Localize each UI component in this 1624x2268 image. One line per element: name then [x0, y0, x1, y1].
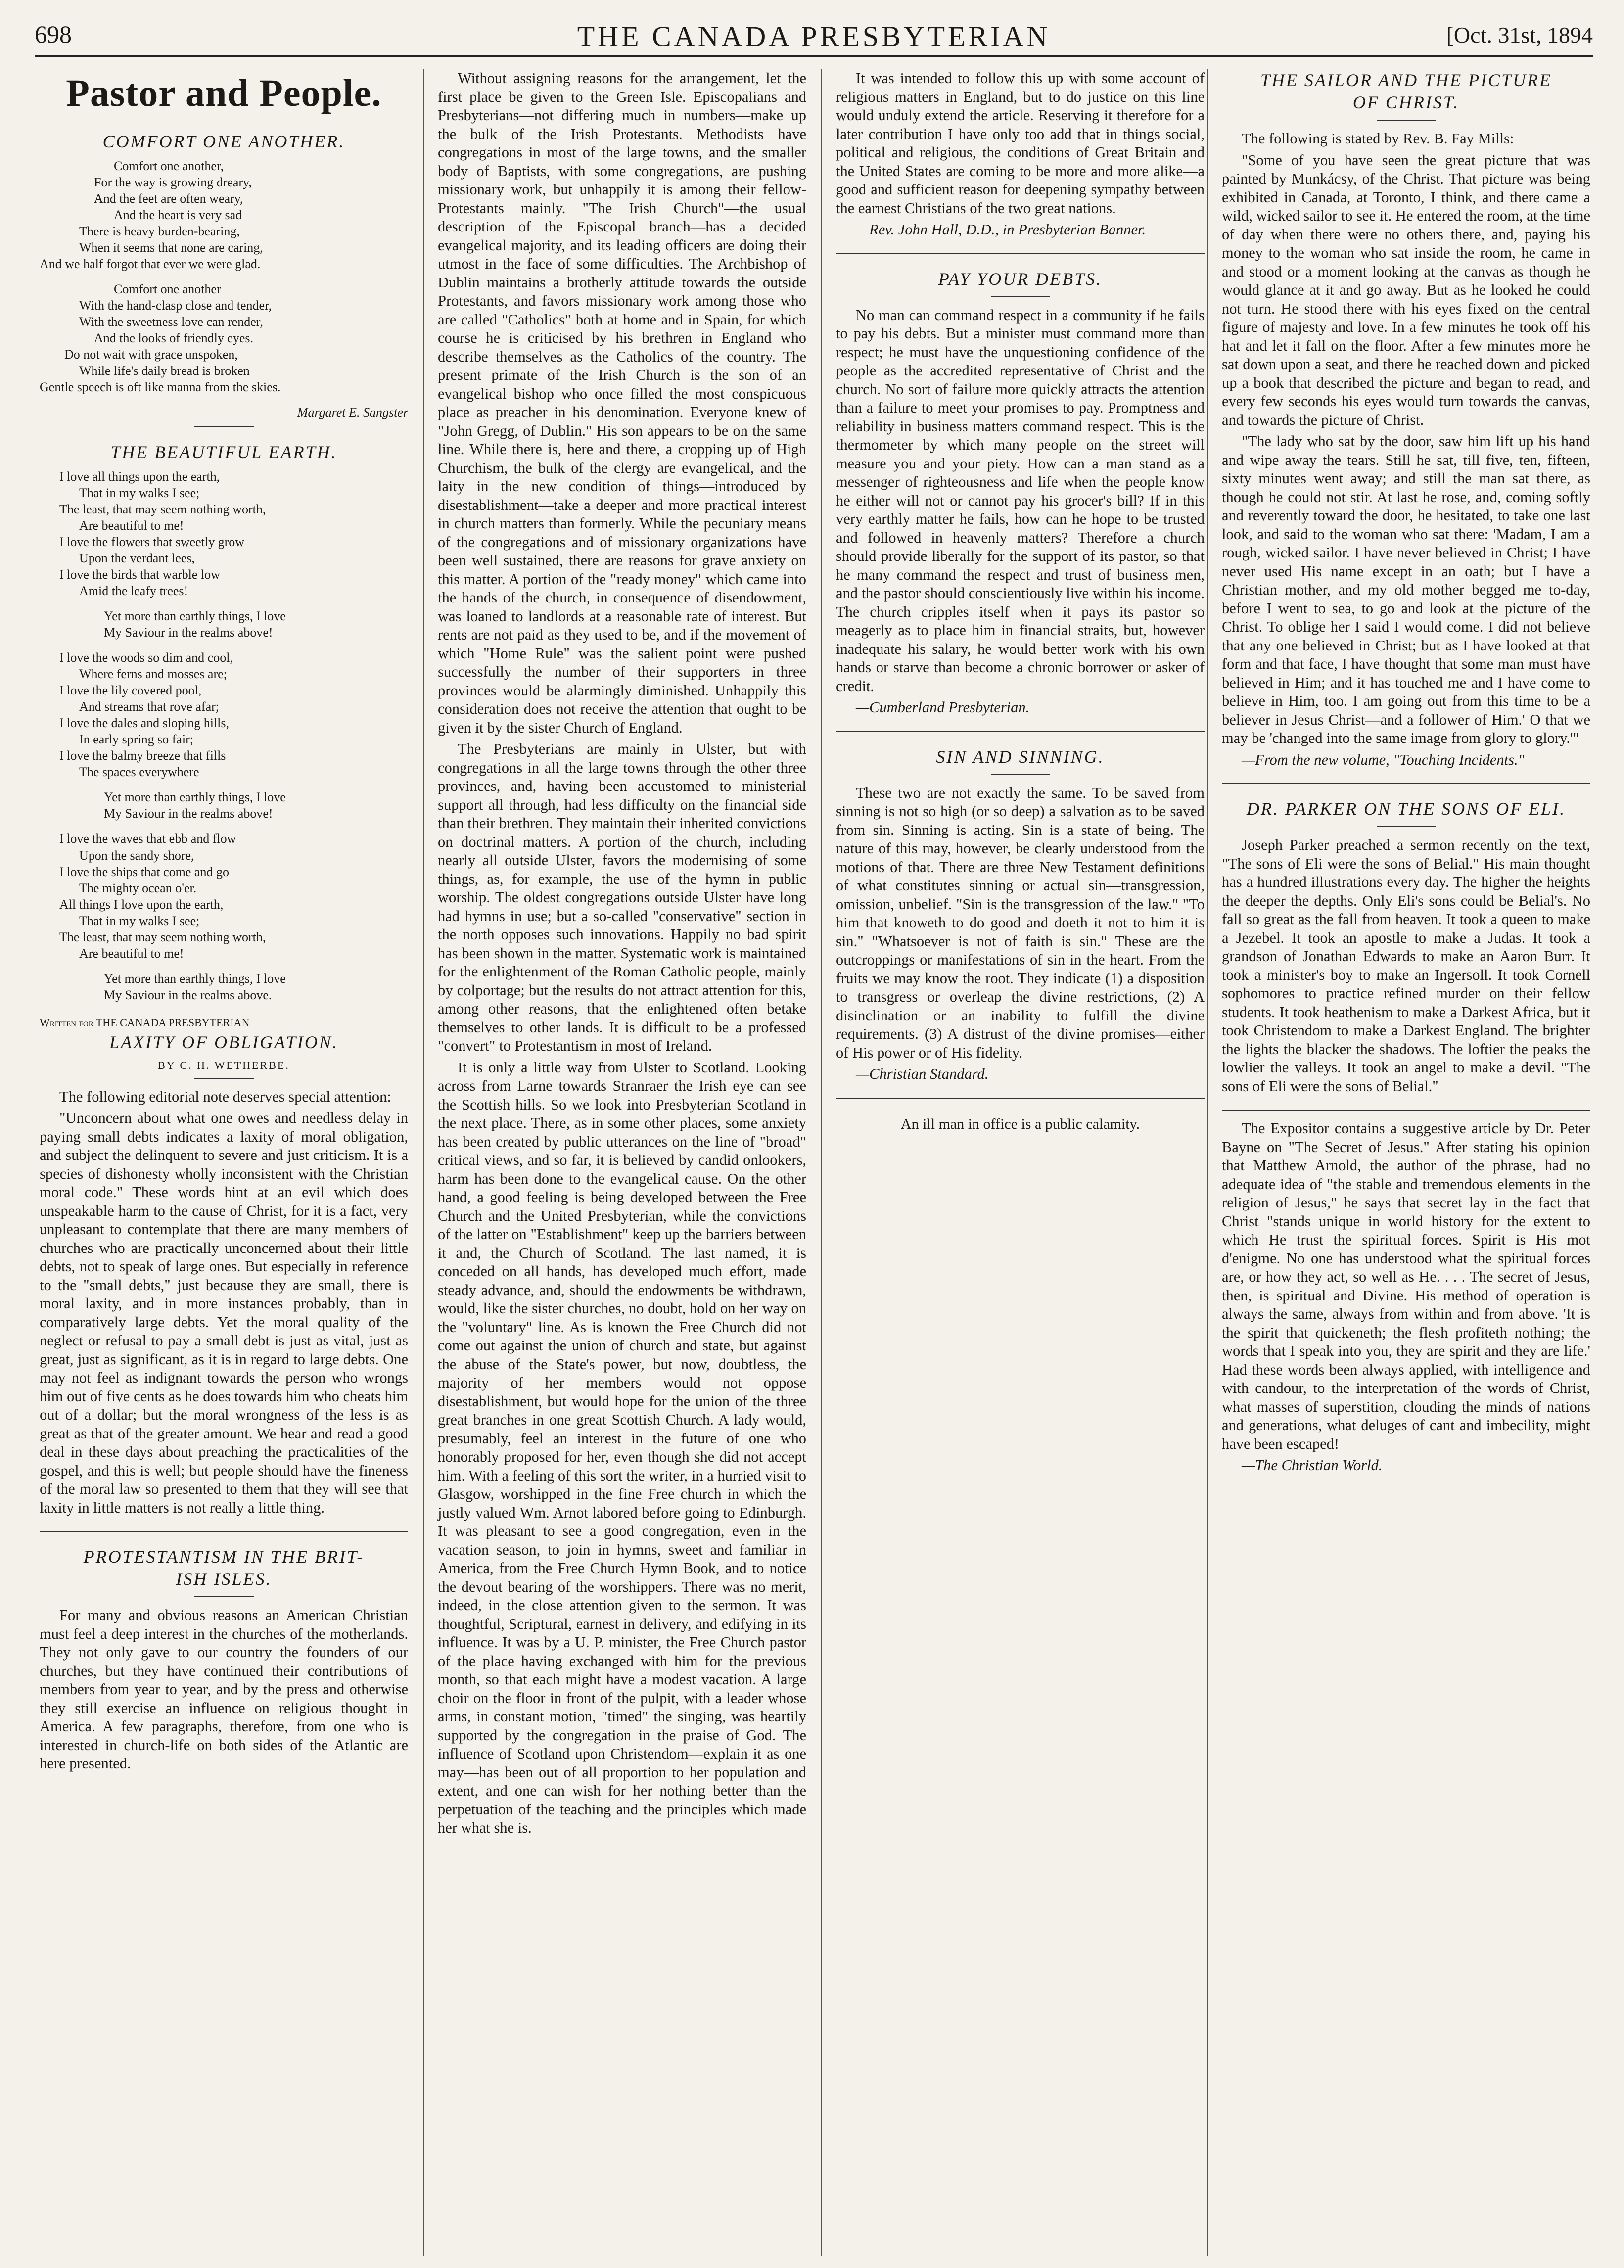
poem-line: All things I love upon the earth,: [59, 897, 224, 912]
column-divider: [423, 69, 424, 2256]
article-title-sailor: THE SAILOR AND THE PICTURE: [1260, 70, 1552, 90]
divider: [836, 731, 1205, 732]
poem-line: The mighty ocean o'er.: [79, 880, 197, 895]
poem-line: Amid the leafy trees!: [79, 584, 188, 599]
poem-line: For the way is growing dreary,: [94, 175, 252, 189]
poem-line: With the hand-clasp close and tender,: [79, 298, 272, 313]
poem-refrain: Yet more than earthly things, I love: [104, 971, 286, 986]
poem-refrain: Yet more than earthly things, I love: [104, 609, 286, 624]
poem-line: With the sweetness love can render,: [79, 315, 263, 329]
divider: [194, 1596, 254, 1597]
poem-line: I love the birds that warble low: [59, 567, 220, 582]
column-2: [438, 69, 806, 1841]
poem-refrain: My Saviour in the realms above.: [104, 987, 272, 1002]
column-divider: [821, 69, 822, 2256]
article-credit: —From the new volume, "Touching Incidents.": [1242, 751, 1525, 768]
divider: [836, 1098, 1205, 1099]
poem-line: Where ferns and mosses are;: [79, 667, 227, 682]
poem-line: When it seems that none are caring,: [79, 240, 263, 255]
column-1: [40, 69, 408, 1776]
article-title-sailor-cont: OF CHRIST.: [1352, 93, 1460, 112]
masthead-rule: [35, 55, 1593, 57]
article-paragraph: "Some of you have seen the great picture that was painted by Munkácsy, of the Christ. That picture was being exhibited in Canada, at Toronto, I think, and there came a wild, wicked sailor to see it. He entered the room, at the time of day when there were no others there, and, paying his money to the woman who sat inside the room, he came in and stood or a moment looking at the canvas as though he would glance at it and go away. But as he looked he could not turn. He stood there with his eyes fixed on the central figure of majesty and love. In a few minutes he took off his hat and let it fall on the floor. After a few minutes more he sat down upon a seat, and there he reached down and picked up a book that described the picture and began to read, and every few seconds his eyes would turn towards the canvas, and towards the picture of Christ.: [1222, 151, 1590, 428]
poem-comfort-one-another: [40, 158, 408, 420]
divider: [194, 1078, 254, 1079]
poem-line: Gentle speech is oft like manna from the skies.: [40, 380, 281, 395]
closing-maxim: An ill man in office is a public calamity.: [900, 1115, 1140, 1132]
article-byline: BY C. H. WETHERBE.: [158, 1059, 290, 1071]
article-title-pay-debts: PAY YOUR DEBTS.: [938, 269, 1103, 289]
article-paragraph: No man can command respect in a community if he fails to pay his debts. But a minister must command more than respect; he must have the unquestioning confidence of the people as the accredited representative of Christ and the church. No sort of failure more quickly attracts the attention than a failure to meet your promises to pay. Promptness and reliability in business matters command respect. This is the thermometer by which many people on the street will measure you and your piety. How can a man stand as a messenger of righteousness and life when the people know he either will not or cannot pay his grocer's bill? If in this very earthly matter he fails, how can he hope to be trusted and followed in heavenly matters? Therefore a church should provide liberally for the support of its pastor, so that he many command the respect and trust of business men, and the pastor should conscientiously live within his income. The church cripples itself when it pays its pastor so meagerly as to place him in financial straits, but, however inadequate his salary, he would better work with his own hands or starve than become a chronic borrower or asker of credit.: [836, 306, 1205, 694]
poem-line: That in my walks I see;: [79, 486, 200, 501]
poem-line: And the feet are often weary,: [94, 191, 243, 206]
divider: [1222, 1110, 1590, 1111]
divider: [1377, 826, 1436, 827]
poem-line: Are beautiful to me!: [79, 946, 184, 961]
poem-line: The spaces everywhere: [79, 765, 199, 780]
article-credit: —Rev. John Hall, D.D., in Presbyterian Banner.: [856, 221, 1146, 238]
poem-refrain: My Saviour in the realms above!: [104, 625, 273, 640]
poem-line: And we half forgot that ever we were glad.: [40, 257, 261, 272]
divider: [1222, 783, 1590, 784]
poem-line: I love the lily covered pool,: [59, 683, 202, 698]
article-paragraph: The following editorial note deserves special attention:: [59, 1088, 391, 1105]
column-divider: [1207, 69, 1208, 2256]
divider: [194, 426, 254, 427]
poem-refrain: Yet more than earthly things, I love: [104, 790, 286, 805]
divider: [1377, 120, 1436, 121]
poem-line: And the looks of friendly eyes.: [94, 331, 254, 346]
article-paragraph: "The lady who sat by the door, saw him lift up his hand and wipe away the tears. Still he sat, till five, ten, fifteen, sixty minutes went away; and still the man sat there, as though he could not stir. At last he rose, and, coming softly and reverently toward the door, he hesitated, to take one last look, and said to the woman who sat there: 'Madam, I am a rough, wicked sailor. I have never believed in Christ; I have never used His name except in an oath; but I have a Christian mother, and my old mother begged me to-day, before I went to sea, to go and look at the picture of the Christ. To oblige her I said I would come. I did not believe that any one believed in Christ; but as I have looked at that form and that face, I have thought that some man must have believed in Him; and it has touched me and I have come to believe in Him, too. I am going out from this time to be a believer in Jesus Christ—and a follower of Him.' O that we may be 'changed into the same image from glory to glory.'": [1222, 433, 1590, 746]
poem-line: The least, that may seem nothing worth,: [59, 502, 266, 517]
article-paragraph: Joseph Parker preached a sermon recently on the text, "The sons of Eli were the sons of Belial." His main thought has a hundred illustrations every day. The higher the heights the deeper the depths. Only Eli's sons could be Belial's. No fall so great as the fall from heaven. It took a queen to make a Jezebel. It took an apostle to make a Judas. It took a grandson of Jonathan Edwards to make an Aaron Burr. It took a minister's boy to make an Ingersoll. It took Cornell sophomores to practice refined murder on their fellow students. It took heathenism to make a Darkest Africa, but it took Christendom to make a Darkest England. The brighter the lights the blacker the shadows. The loftier the peaks the lowlier the valleys. It took an angel to make a devil. "The sons of Eli were the sons of Belial.": [1222, 836, 1590, 1095]
divider: [991, 296, 1050, 297]
article-title-parker: DR. PARKER ON THE SONS OF ELI.: [1246, 799, 1566, 819]
article-credit: —The Christian World.: [1242, 1457, 1383, 1474]
poem-line: There is heavy burden-bearing,: [79, 224, 240, 238]
article-credit: —Christian Standard.: [856, 1065, 989, 1082]
column-3: [836, 69, 1205, 1133]
article-title-laxity: LAXITY OF OBLIGATION.: [109, 1032, 338, 1052]
poem-line: I love the balmy breeze that fills: [59, 748, 226, 763]
poem-line: I love the flowers that sweetly grow: [59, 535, 245, 550]
article-paragraph: "Unconcern about what one owes and needless delay in paying small debts indicates a laxity of moral obligation, and subject the delinquent to severe and just criticism. It is a species of dishonesty wholly inconsistent with the Christian moral code." These words hint at an evil which does unspeakable harm to the cause of Christ, for it is a fact, very unpleasant to contemplate that there are many members of churches who are practically unconcerned about their little debts, not to speak of large ones. But especially in reference to the "small debts," just because they are small, there is moral laxity, and in more instances probably, than in comparatively large debts. Yet the moral quality of the neglect or refusal to pay a small debt is just as vital, just as great, just as significant, as it is in regard to large debts. One may not feel as indignant towards the person who wrongs him out of five cents as he does towards him who cheats him out of a dollar; but the moral wrongness of the less is as great as that of the greater amount. We hear and read a good deal in these days about preaching the practicalities of the gospel, and this is well; but people should have the fineness of the moral law so presented to them that they will see that laxity in little matters is not really a little thing.: [40, 1110, 408, 1516]
section-heading: Pastor and People.: [66, 71, 382, 114]
article-title-sin: SIN AND SINNING.: [936, 746, 1105, 767]
column-4: [1222, 69, 1590, 1478]
poem-line: Are beautiful to me!: [79, 518, 184, 533]
written-for-note: Written for THE CANADA PRESBYTERIAN: [40, 1016, 250, 1029]
poem-author: Margaret E. Sangster: [297, 405, 408, 420]
poem-beautiful-earth: [40, 468, 408, 1003]
poem-line: That in my walks I see;: [79, 913, 200, 928]
poem-line: I love the ships that come and go: [59, 864, 229, 879]
article-paragraph: For many and obvious reasons an American Christian must feel a deep interest in the churches of the motherlands. They not only gave to our country the founders of our churches, but they have continued their contributions of members from year to year, and by the press and otherwise they still exercise an influence on religious thought in America. A few paragraphs, therefore, from one who is interested in church-life on both sides of the Atlantic are here presented.: [40, 1607, 408, 1772]
page-number: 698: [35, 20, 72, 48]
poem-line: The least, that may seem nothing worth,: [59, 929, 266, 944]
article-paragraph: It was intended to follow this up with some account of religious matters in England, but to do justice on this line would unduly extend the article. Reserving it therefore for a later contribution I have only too add that in things social, political and religious, the conditions of Great Britain and the United States are coming to be more and more alike—a good and sufficient reason for deepening sympathy between the earnest Christians of the two great nations.: [836, 70, 1205, 217]
poem-line: Do not wait with grace unspoken,: [64, 347, 238, 362]
poem-title-comfort: COMFORT ONE ANOTHER.: [102, 131, 345, 151]
poem-line: While life's daily bread is broken: [79, 364, 250, 378]
article-paragraph: It is only a little way from Ulster to Scotland. Looking across from Larne towards Stranraer the Irish eye can see the Scottish hills. So we look into Presbyterian Scotland in the next place. There, as in some other places, some anxiety has been created by public utterances on the line of "broad" critical views, and so far, it is believed by candid onlookers, harm has been done to the evangelical cause. On the other hand, a good feeling is being developed between the Free Church and the United Presbyterian, while the convictions of the latter on "Establishment" keep up the barriers between it and, the Church of Scotland. The last named, it is conceded on all hands, has developed much effort, made steady advance, and, should the endowments be withdrawn, would, like the sister churches, no doubt, hold on her way on the "voluntary" line. As is known the Free Church did not come out against the union of church and state, but against the abuse of the State's power, but now, doubtless, the majority of her members would not oppose disestablishment, but would hope for the union of the three great branches in one great Scottish Church. A lady would, presumably, feel an interest in the future of one who honorably proposed for her, even though she did not accept him. With a feeling of this sort the writer, in a hurried visit to Glasgow, worshipped in the fine Free church in which the justly valued Wm. Arnot labored before going to Edinburgh. It was pleasant to see a good congregation, even in the vacation season, to join in hymns, sweet and familiar in America, from the Free Church Hymn Book, and to notice the devout bearing of the worshippers. There was no merit, indeed, in the close attention given to the sermon. It was thoughtful, Scriptural, earnest in delivery, and edifying in its influence. It was by a U. P. minister, the Free Church pastor of the place having exchanged with him for the previous month, so that each might have a modest vacation. A large choir on the floor in front of the pulpit, with a leader whose arms, in constant motion, "timed" the singing, was heartily supported by the congregation in the praise of God. The influence of Scotland upon Christendom—explain it as one may—has been out of all proportion to her population and extent, and one can wish for her nothing better than the perpetuation of the teaching and the principles which made her what she is.: [438, 1059, 806, 1836]
poem-refrain: My Saviour in the realms above!: [104, 806, 273, 821]
article-title-protestantism-cont: ISH ISLES.: [176, 1569, 272, 1589]
poem-line: In early spring so fair;: [79, 732, 194, 747]
issue-date: [Oct. 31st, 1894: [1446, 22, 1593, 47]
newspaper-title: THE CANADA PRESBYTERIAN: [577, 20, 1051, 52]
poem-title-beautiful-earth: THE BEAUTIFUL EARTH.: [110, 442, 337, 463]
divider: [991, 774, 1050, 775]
divider: [40, 1531, 408, 1532]
poem-line: I love the woods so dim and cool,: [59, 650, 233, 665]
article-paragraph: The following is stated by Rev. B. Fay Mills:: [1242, 130, 1514, 147]
divider: [836, 253, 1205, 254]
poem-line: Upon the verdant lees,: [79, 551, 195, 566]
poem-line: Comfort one another: [114, 282, 221, 297]
poem-line: I love all things upon the earth,: [59, 469, 220, 484]
poem-line: And the heart is very sad: [114, 207, 242, 222]
article-paragraph: These two are not exactly the same. To be saved from sinning is not so high (or so deep) a salvation as to be saved from sin. Sinning is acting. Sin is a state of being. The nature of this may, however, be clearly understood from the motions of that. There are three New Testament definitions of what constitutes sinning or actual sin—transgression, omission, unbelief. "Sin is the transgression of the law." "To him that knoweth to do good and doeth it not to him it is sin." "Whatsoever is not of faith is sin." These are the outcroppings or manifestations of sin in the heart. From the fruits we may know the root. They indicate (1) a disposition to transgress or overleap the divine restrictions, (2) A disinclination or an inability to fulfill the divine requirements. (3) A distrust of the divine promises—either of His power or of His fidelity.: [836, 784, 1205, 1061]
poem-line: Upon the sandy shore,: [79, 848, 194, 863]
article-paragraph: Without assigning reasons for the arrangement, let the first place be given to the Green Isle. Episcopalians and Presbyterians—not differing much in numbers—make up the bulk of the Irish Protestants. Methodists have congregations in most of the large towns, and the smaller body of Baptists, with some congregations, are pushing missionary work, but unhappily it is among their fellow-Protestants mainly. "The Irish Church"—the usual description of the Episcopal branch—has a decided evangelical majority, and its leading officers are doing their utmost in the face of some difficulties. The Archbishop of Dublin maintains a brotherly attitude towards the outside Protestants, and favors missionary work among those who are called "Catholics" both at home and in Spain, for which course he is criticised by his brethren in England who describe themselves as the Catholics of the country. The present primate of the Irish Church is the son of an evangelical bishop who once filled the most conspicuous place as preacher in his denomination. Everyone knew of "John Gregg, of Dublin." His son appears to be on the same line. While there is, here and there, a cropping up of High Churchism, the bulk of the clergy are evangelical, and the laity in the new condition of things—introduced by disestablishment—take a deeper and more practical interest in church matters than formerly. While the pecuniary means of the congregations and of missionary organizations have been well sustained, there are reasons for grave anxiety on this matter. A portion of the "ready money" which came into the hands of the church, in consequence of disendowment, was loaned to landlords at a reasonable rate of interest. But rents are not paid as they used to be, and if the movement of which "Home Rule" was the salient point were pushed successfully the number of their supporters in three provinces would be alarmingly diminished. Unhappily this consideration does not receive the attention that ought to be given it by the sister Church of England.: [438, 70, 806, 736]
poem-line: I love the dales and sloping hills,: [59, 716, 230, 731]
article-credit: —Cumberland Presbyterian.: [856, 699, 1030, 716]
article-title-protestantism: PROTESTANTISM IN THE BRIT-: [83, 1547, 365, 1567]
poem-line: Comfort one another,: [114, 158, 224, 173]
poem-line: I love the waves that ebb and flow: [59, 832, 236, 846]
poem-line: And streams that rove afar;: [79, 699, 220, 714]
article-paragraph: The Presbyterians are mainly in Ulster, but with congregations in all the large towns through the other three provinces, and, having been accustomed to ministerial support all through, had less difficulty on the financial side than their brethren. They maintain their inherited convictions on doctrinal matters. A portion of the church, including nearly all outside Ulster, favors the modernising of some things, as, for example, the use of the hymn in public worship. The oldest congregations outside Ulster have long had hymns in use; but a so-called "conservative" section in the north opposes such innovations. Happily no bad spirit has been shown in the matter. Systematic work is maintained for the enlightenment of the Roman Catholic people, mainly by colportage; but the results do not attract attention for this, among other reasons, that the enlightened often betake themselves to other lands. It is difficult to be a professed "convert" to Protestantism in most of Ireland.: [438, 741, 806, 1054]
masthead: [35, 20, 1593, 54]
article-paragraph: The Expositor contains a suggestive article by Dr. Peter Bayne on "The Secret of Jesus." After stating his opinion that Matthew Arnold, the author of the phrase, had no adequate idea of "the stable and tremendous elements in the religion of Jesus," he says that secret lay in the fact that Christ "stands unique in world history for the extent to which He trust the spiritual forces. Spirit is His mot d'enigme. No one has understood what the spiritual forces are, or how they act, so well as He. . . . The secret of Jesus, then, is spiritual and Divine. His method of operation is always the same, always from within and from above. 'It is the spirit that quickeneth; the flesh profiteth nothing; the words that I speak into you, they are spirit and they are life.' Had these words been always applied, with intelligence and with candour, to the interpretation of the words of Christ, what masses of superstition, clouding the minds of nations and generations, what deluges of cant and imbecility, might have been escaped!: [1222, 1120, 1590, 1452]
